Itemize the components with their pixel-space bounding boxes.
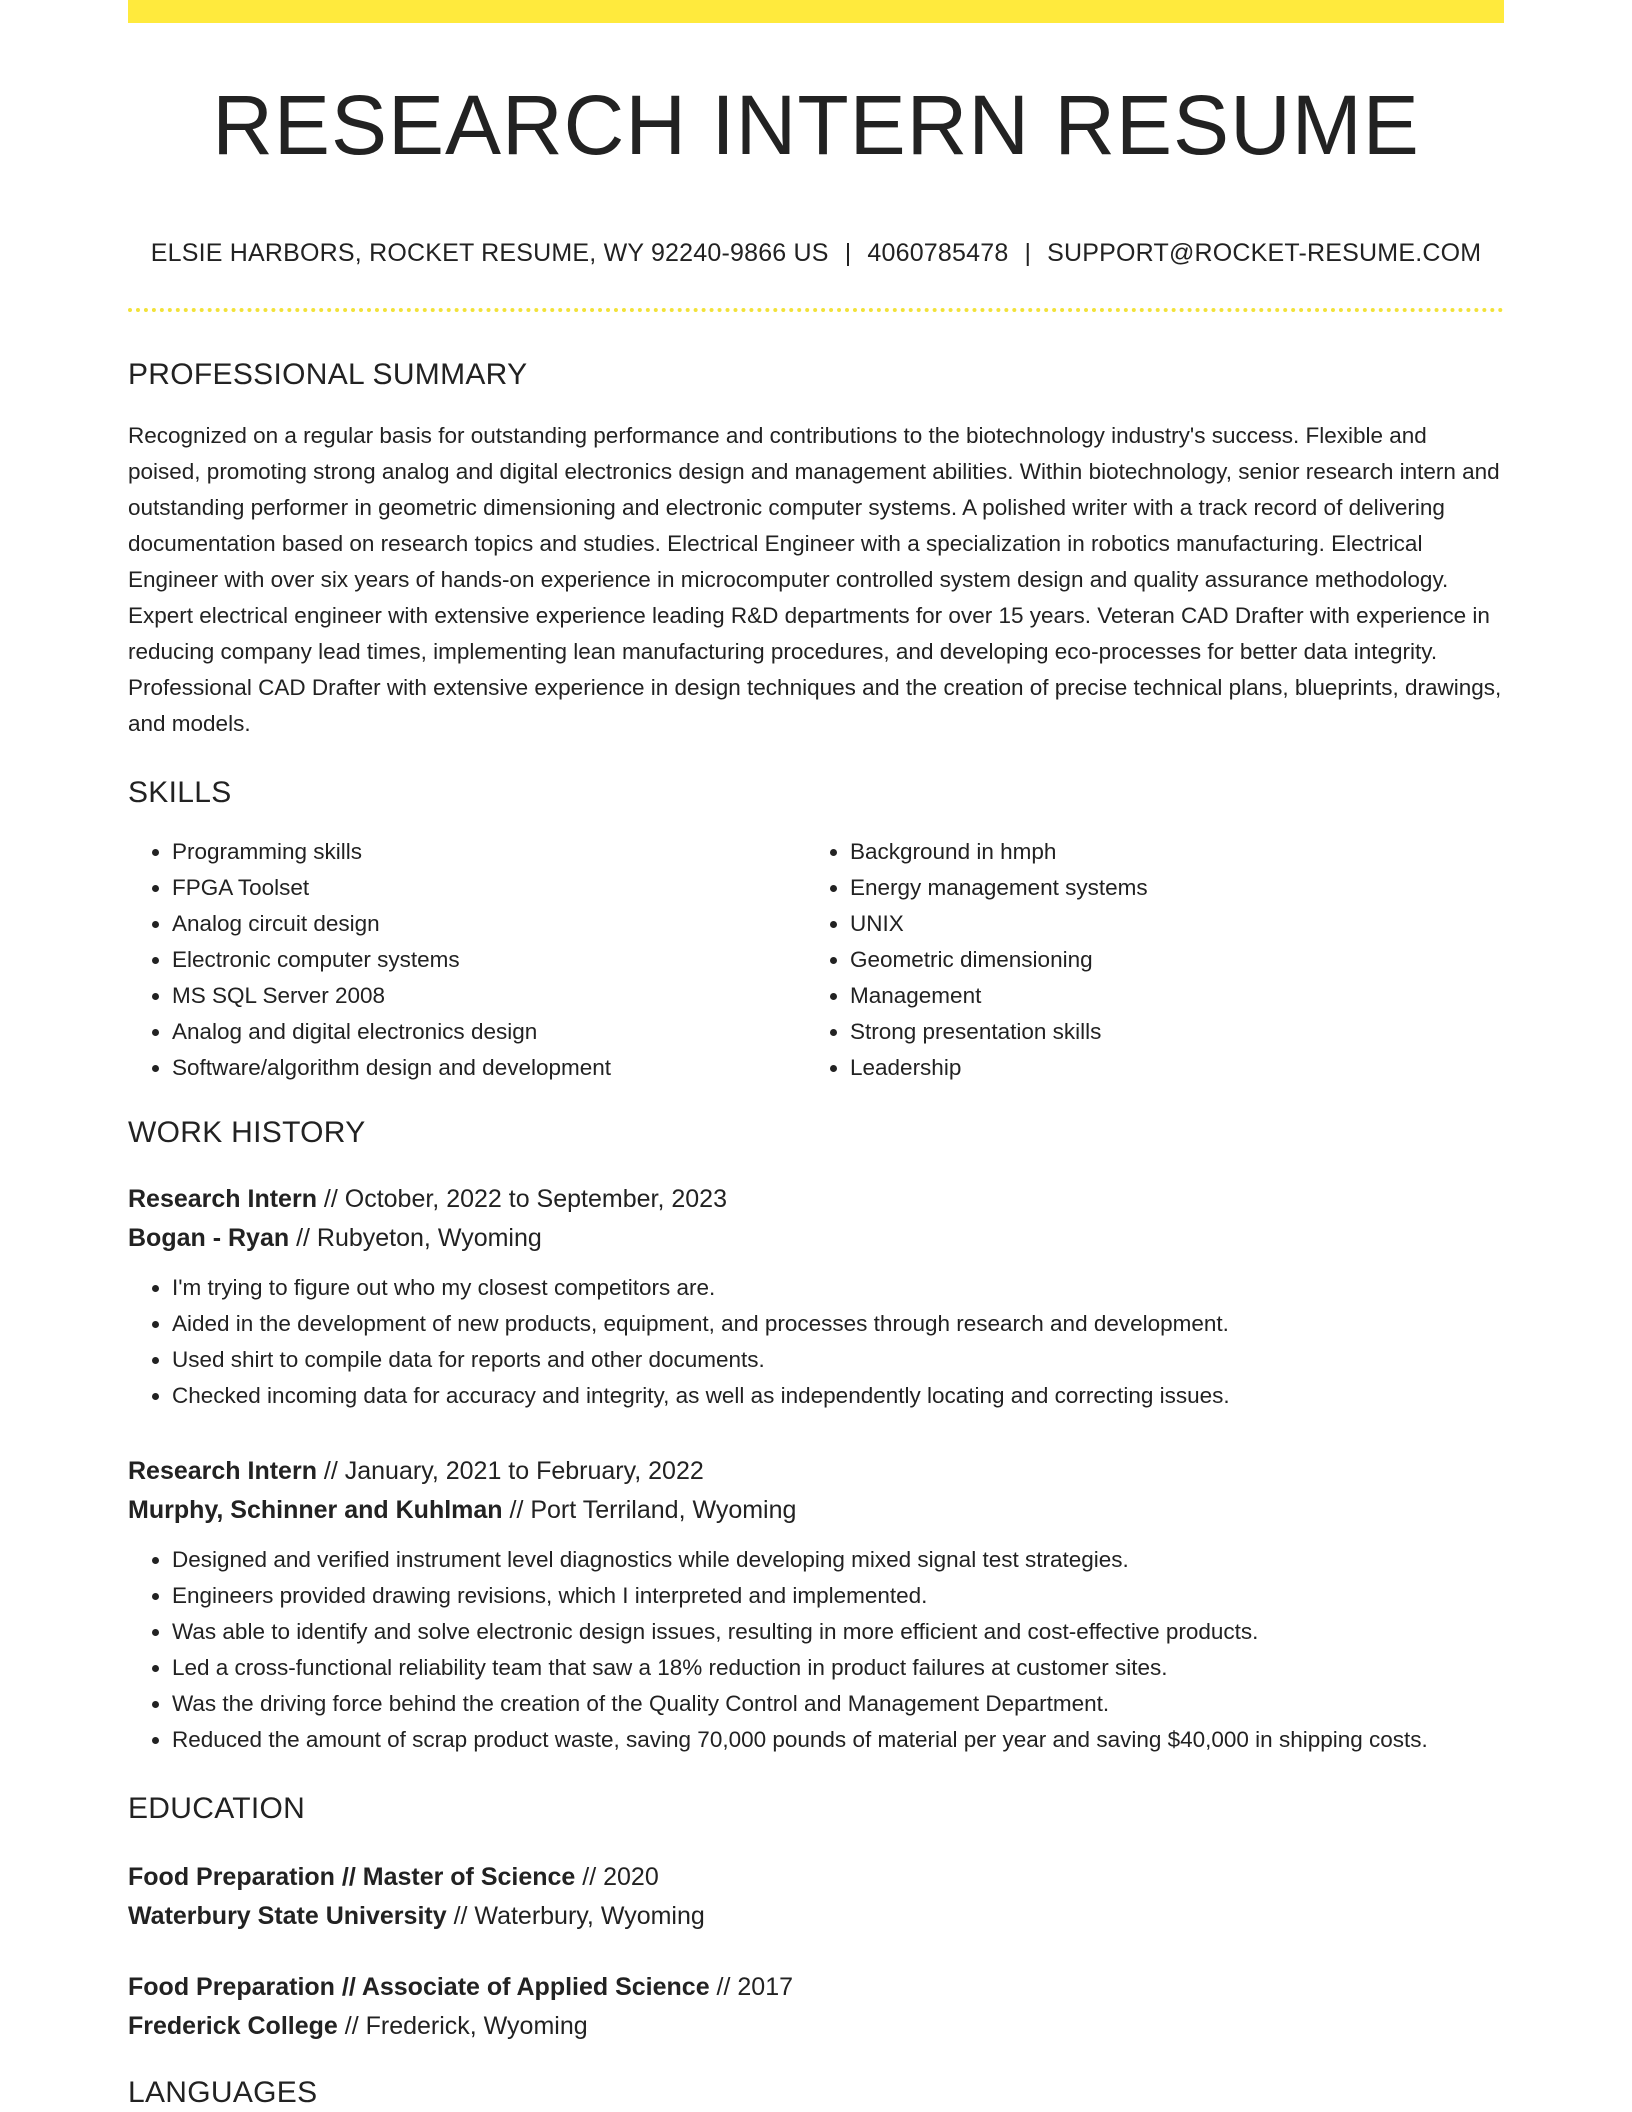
job-dates: // October, 2022 to September, 2023 [316, 1185, 727, 1213]
degree-line [128, 1968, 1504, 2007]
contact-line [128, 239, 1504, 268]
job-bullet: • Used shirt to compile data for reports and other documents. [172, 1342, 1504, 1378]
skills-list [128, 834, 1504, 1086]
contact-email: SUPPORT@ROCKET-RESUME.COM [1047, 239, 1482, 267]
job-entry [128, 1180, 1504, 1414]
job-bullets [128, 1270, 1504, 1414]
job-bullet: • Was able to identify and solve electronic design issues, resulting in more efficient and cost-effective products. [172, 1614, 1504, 1650]
skill-item: • Strong presentation skills [850, 1014, 1484, 1050]
job-bullet: • Aided in the development of new products, equipment, and processes through research and development. [172, 1306, 1504, 1342]
skill-item: • Leadership [850, 1050, 1484, 1086]
job-bullet: • Checked incoming data for accuracy and integrity, as well as independently locating and correcting issues. [172, 1378, 1504, 1414]
job-company: Murphy, Schinner and Kuhlman [128, 1496, 503, 1524]
job-title-line [128, 1452, 1504, 1491]
degree: Food Preparation // Associate of Applied Science [128, 1973, 710, 2001]
education-entry [128, 1968, 1504, 2046]
job-bullet: • Reduced the amount of scrap product waste, saving 70,000 pounds of material per year and saving $40,000 in shipping costs. [172, 1722, 1504, 1758]
job-title: Research Intern [128, 1185, 317, 1213]
job-company-line [128, 1219, 1504, 1258]
contact-separator: | [844, 239, 852, 267]
school-line [128, 1897, 1504, 1936]
skill-item: • FPGA Toolset [172, 870, 806, 906]
job-bullet: • Was the driving force behind the creation of the Quality Control and Management Department. [172, 1686, 1504, 1722]
job-dates: // January, 2021 to February, 2022 [316, 1457, 704, 1485]
school-name: Frederick College [128, 2012, 338, 2040]
job-bullet: • Led a cross-functional reliability team that saw a 18% reduction in product failures at customer sites. [172, 1650, 1504, 1686]
school-location: // Waterbury, Wyoming [446, 1902, 705, 1930]
school-line [128, 2007, 1504, 2046]
job-bullet: • Engineers provided drawing revisions, which I interpreted and implemented. [172, 1578, 1504, 1614]
education-entry [128, 1858, 1504, 1936]
skill-item: • Electronic computer systems [172, 942, 806, 978]
skills-column-left [128, 834, 806, 1086]
degree-line [128, 1858, 1504, 1897]
resume-page [128, 0, 1504, 2110]
languages-heading: LANGUAGES [128, 2076, 318, 2109]
summary-text: Recognized on a regular basis for outstanding performance and contributions to the biotechnology industry's success. Flexible and poised, promoting strong analog and digital electronics design and management abilities. Within biotechnology, senior research intern and outstanding performer in geometric dimensioning and electronic computer systems. A polished writer with a track record of delivering documentation based on research topics and studies. Electrical Engineer with a specialization in robotics manufacturing. Electrical Engineer with over six years of hands-on experience in microcomputer controlled system design and quality assurance methodology. Expert electrical engineer with extensive experience leading R&D departments for over 15 years. Veteran CAD Drafter with experience in reducing company lead times, implementing lean manufacturing procedures, and developing eco-processes for better data integrity. Professional CAD Drafter with extensive experience in design techniques and the creation of precise technical plans, blueprints, drawings, and models. [128, 423, 1502, 736]
education-heading: EDUCATION [128, 1792, 306, 1825]
skill-item: • Programming skills [172, 834, 806, 870]
skill-item: • Geometric dimensioning [850, 942, 1484, 978]
job-bullet: • I'm trying to figure out who my closest competitors are. [172, 1270, 1504, 1306]
skill-item: • MS SQL Server 2008 [172, 978, 806, 1014]
graduation-year: // 2020 [575, 1863, 659, 1891]
school-location: // Frederick, Wyoming [337, 2012, 588, 2040]
contact-separator: | [1024, 239, 1032, 267]
skill-item: • UNIX [850, 906, 1484, 942]
school-name: Waterbury State University [128, 1902, 447, 1930]
skill-item: • Software/algorithm design and development [172, 1050, 806, 1086]
contact-phone: 4060785478 [867, 239, 1009, 267]
skill-item: • Analog circuit design [172, 906, 806, 942]
header-divider [128, 308, 1504, 312]
contact-address: ELSIE HARBORS, ROCKET RESUME, WY 92240-9866 US [150, 239, 829, 267]
accent-top-bar [128, 0, 1504, 23]
job-bullets [128, 1542, 1504, 1758]
skill-item: • Analog and digital electronics design [172, 1014, 806, 1050]
summary-heading: PROFESSIONAL SUMMARY [128, 358, 528, 391]
degree: Food Preparation // Master of Science [128, 1863, 576, 1891]
job-title: Research Intern [128, 1457, 317, 1485]
job-location: // Port Terriland, Wyoming [502, 1496, 797, 1524]
skill-item: • Background in hmph [850, 834, 1484, 870]
skills-column-right [806, 834, 1484, 1086]
skill-item: • Energy management systems [850, 870, 1484, 906]
resume-title: RESEARCH INTERN RESUME [212, 78, 1420, 172]
graduation-year: // 2017 [709, 1973, 794, 2001]
skills-heading: SKILLS [128, 776, 232, 809]
job-location: // Rubyeton, Wyoming [289, 1224, 542, 1252]
job-bullet: • Designed and verified instrument level diagnostics while developing mixed signal test strategies. [172, 1542, 1504, 1578]
skill-item: • Management [850, 978, 1484, 1014]
job-title-line [128, 1180, 1504, 1219]
work-history-heading: WORK HISTORY [128, 1116, 366, 1149]
job-company-line [128, 1491, 1504, 1530]
job-company: Bogan - Ryan [128, 1224, 290, 1252]
job-entry [128, 1452, 1504, 1758]
